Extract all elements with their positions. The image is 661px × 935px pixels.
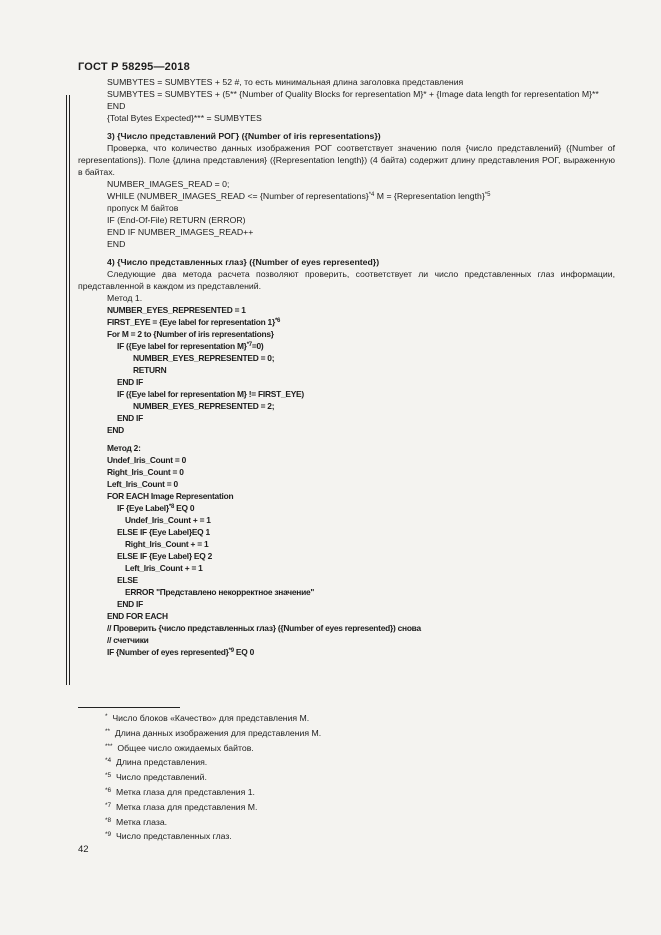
text-span: IF ({Eye label for representation M} (117, 341, 247, 351)
code-line: ELSE IF {Eye Label}EQ 1 (117, 527, 210, 537)
footnote-mark: *5 (105, 772, 112, 780)
code-line: ELSE (117, 575, 138, 585)
code-line (78, 340, 615, 352)
code-line: END FOR EACH (107, 611, 168, 621)
footnote (105, 755, 321, 770)
footnote-ref: *7 (246, 342, 252, 348)
paragraph: Проверка, что количество данных изображения РОГ соответствует значению поля {число представлений} ({Number of representations}). Поле {длина представления} ({Representation length}) (4 байта) содержит длину представления РОГ, выраженную в байтах. (78, 143, 615, 177)
text-line: IF (End-Of-File) RETURN (ERROR) (107, 215, 246, 225)
text-line: SUMBYTES = SUMBYTES + (5** {Number of Quality Blocks for representation M}* + {Image data length for representation M}** (107, 89, 599, 99)
code-line: END IF (117, 599, 143, 609)
text-line: END (107, 239, 126, 249)
code-line: For M = 2 to {Number of iris representations} (107, 329, 274, 339)
code-line: Left_Iris_Count + = 1 (125, 563, 203, 573)
code-line: ERROR "Представлено некорректное значение" (125, 587, 315, 597)
change-bar (66, 95, 70, 685)
text-line: SUMBYTES = SUMBYTES + 52 #, то есть минимальная длина заголовка представления (107, 77, 464, 87)
code-line: END IF (117, 413, 143, 423)
footnote-text: Число представлений. (115, 772, 207, 783)
text-span: FIRST_EYE = {Eye label for representation 1} (107, 317, 275, 327)
page-number: 42 (78, 844, 89, 855)
footnote-mark: *6 (105, 786, 112, 794)
section-heading-3: 3) {Число представлений РОГ} ({Number of iris representations}) (107, 131, 381, 141)
footnotes (105, 711, 321, 844)
footnote-text: Метка глаза для представления 1. (115, 786, 255, 797)
text-span: EQ 0 (233, 647, 254, 657)
footnote (105, 741, 321, 756)
footnote-mark: *8 (105, 816, 112, 824)
code-comment: // счетчики (107, 635, 149, 645)
code-line: NUMBER_EYES_REPRESENTED = 2; (133, 401, 275, 411)
footnote (105, 800, 321, 815)
code-line: FOR EACH Image Representation (107, 491, 234, 501)
code-line: NUMBER_EYES_REPRESENTED = 1 (107, 305, 246, 315)
code-line: Undef_Iris_Count + = 1 (125, 515, 211, 525)
code-line: Right_Iris_Count = 0 (107, 467, 184, 477)
code-line: ELSE IF {Eye Label} EQ 2 (117, 551, 213, 561)
code-line: RETURN (133, 365, 167, 375)
text-line: пропуск M байтов (107, 203, 179, 213)
footnote-text: Метка глаза. (115, 816, 168, 827)
code-line: IF ({Eye label for representation M} != FIRST_EYE) (117, 389, 304, 399)
footnote-text: Длина данных изображения для представления M. (114, 727, 322, 738)
text-span: =0) (251, 341, 264, 351)
text-line: NUMBER_IMAGES_READ = 0; (107, 179, 230, 189)
code-comment: // Проверить {число представленных глаз} ({Number of eyes represented}) снова (107, 623, 421, 633)
text-span: IF {Number of eyes represented} (107, 647, 229, 657)
footnote-divider (78, 707, 180, 708)
code-line: Left_Iris_Count = 0 (107, 479, 178, 489)
code-line (78, 316, 615, 328)
text-line (78, 190, 615, 202)
text-span: M = {Representation length} (374, 191, 485, 201)
method-title: Метод 1. (107, 293, 143, 303)
text-line: END (107, 101, 126, 111)
footnote-ref: *9 (228, 648, 234, 654)
footnote (105, 785, 321, 800)
footnote (105, 770, 321, 785)
code-line: END (107, 425, 124, 435)
code-line: Undef_Iris_Count = 0 (107, 455, 186, 465)
footnote-text: Число представленных глаз. (115, 831, 232, 842)
code-line (78, 646, 615, 658)
code-line: Right_Iris_Count + = 1 (125, 539, 209, 549)
footnote (105, 711, 321, 726)
footnote-mark: *7 (105, 801, 112, 809)
footnote-mark: *** (105, 742, 113, 750)
footnote-ref: *8 (168, 504, 175, 510)
code-line: NUMBER_EYES_REPRESENTED = 0; (133, 353, 275, 363)
footnote-text: Длина представления. (115, 757, 208, 768)
footnote (105, 726, 321, 741)
footnote-mark: ** (105, 727, 111, 735)
code-line (78, 502, 615, 514)
page-header: ГОСТ Р 58295—2018 (78, 61, 190, 73)
footnote-text: Число блоков «Качество» для представления M. (112, 713, 310, 723)
code-line: END IF (117, 377, 143, 387)
footnote-mark: *4 (105, 757, 112, 765)
footnote (105, 815, 321, 830)
footnote-ref: *5 (484, 192, 491, 198)
text-span: WHILE (NUMBER_IMAGES_READ <= {Number of representations} (107, 191, 369, 201)
footnote-text: Общее число ожидаемых байтов. (117, 742, 254, 753)
footnote-text: Метка глаза для представления M. (115, 801, 258, 812)
paragraph: Следующие два метода расчета позволяют проверить, соответствует ли число представленных глаз информации, представленной в каждом из представлений. (78, 269, 615, 291)
text-line: END IF NUMBER_IMAGES_READ++ (107, 227, 254, 237)
page-body (78, 76, 615, 658)
footnote (105, 829, 321, 844)
footnote-mark: *9 (105, 831, 112, 839)
section-heading-4: 4) {Число представленных глаз} ({Number of eyes represented}) (107, 257, 380, 267)
footnote-ref: *4 (368, 192, 375, 198)
method-title: Метод 2: (107, 443, 141, 453)
footnote-ref: *6 (274, 318, 281, 324)
text-span: IF {Eye Label} (117, 503, 169, 513)
text-line: {Total Bytes Expected}*** = SUMBYTES (107, 113, 262, 123)
footnote-mark: * (105, 713, 108, 720)
text-span: EQ 0 (174, 503, 195, 513)
